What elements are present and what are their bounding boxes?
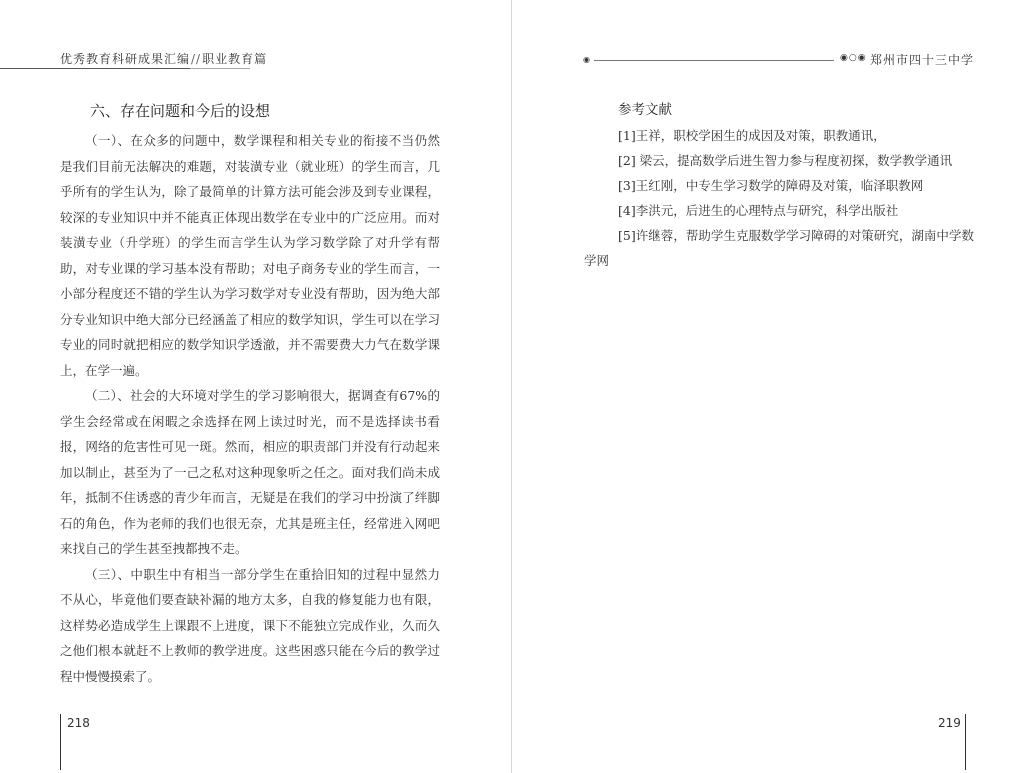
- references-title: 参考文献: [618, 102, 672, 118]
- header-rule: [594, 60, 834, 61]
- header-separator: //: [191, 52, 202, 66]
- footer-rule: [60, 714, 61, 770]
- page-number: 219: [938, 716, 961, 730]
- reference-item: [2] 梁云，提高数学后进生智力参与程度初探，数学教学通讯: [618, 153, 953, 168]
- running-header-left: [60, 50, 267, 67]
- header-rule-thin: [190, 68, 250, 69]
- reference-item: [3]王红刚，中专生学习数学的障碍及对策，临泽职教网: [618, 178, 924, 193]
- volume-title: 职业教育篇: [202, 52, 268, 66]
- reference-item: [4]李洪元，后进生的心理特点与研究，科学出版社: [618, 203, 899, 218]
- school-name: 郑州市四十三中学: [870, 53, 975, 67]
- header-rule: [0, 68, 190, 69]
- paragraph-1: （一）、在众多的问题中，数学课程和相关专业的衔接不当仍然是我们目前无法解决的难题，对装潢专业（就业班）的学生而言，几乎所有的学生认为，除了最简单的计算方法可能会涉及到专业课程，较深的专业知识中并不能真正体现出数学在专业中的广泛应用。而对装潢专业（升学班）的学生而言学生认为学习数学除了对升学有帮助，对专业课的学习基本没有帮助；对电子商务专业的学生而言，一小部分程度还不错的学生认为学习数学对专业没有帮助，因为绝大部分专业知识中绝大部分已经涵盖了相应的数学知识，学生可以在学习专业的同时就把相应的数学知识学透澈，并不需要费大力气在数学课上，在学一遍。: [60, 133, 440, 378]
- paragraph-2: （二）、社会的大环境对学生的学习影响很大，据调查有67%的学生会经常或在闲暇之余选择在网上读过时光，而不是选择读书看报，网络的危害性可见一斑。然而，相应的职责部门并没有行动起来加以制止，甚至为了一己之私对这种现象听之任之。面对我们尚未成年，抵制不住诱惑的青少年而言，无疑是在我们的学习中扮演了绊脚石的角色，作为老师的我们也很无奈，尤其是班主任，经常进入网吧来找自己的学生甚至拽都拽不走。: [60, 388, 440, 556]
- reference-item: [1]王祥，职校学困生的成因及对策，职教通讯，: [618, 128, 886, 143]
- reference-item: [5]许继蓉，帮助学生克服数学学习障碍的对策研究，湖南中学数学网: [584, 228, 974, 268]
- body-text: [60, 128, 440, 689]
- bullet-ornament-icon: ◉: [583, 55, 590, 64]
- collection-title: 优秀教育科研成果汇编: [60, 52, 191, 66]
- page-number: 218: [67, 716, 90, 730]
- section-title: 六、存在问题和今后的设想: [90, 102, 271, 120]
- references: [584, 98, 974, 273]
- paragraph-3: （三）、中职生中有相当一部分学生在重拾旧知的过程中显然力不从心，毕竟他们要查缺补漏的地方太多，自我的修复能力也有限，这样势必造成学生上课跟不上进度，课下不能独立完成作业，久而久之他们根本就赶不上教师的教学进度。这些困惑只能在今后的教学过程中慢慢摸索了。: [60, 566, 440, 684]
- circle-ornament-icon: ◉○◉: [840, 53, 867, 63]
- footer-rule: [965, 714, 966, 770]
- right-page: [512, 0, 1024, 773]
